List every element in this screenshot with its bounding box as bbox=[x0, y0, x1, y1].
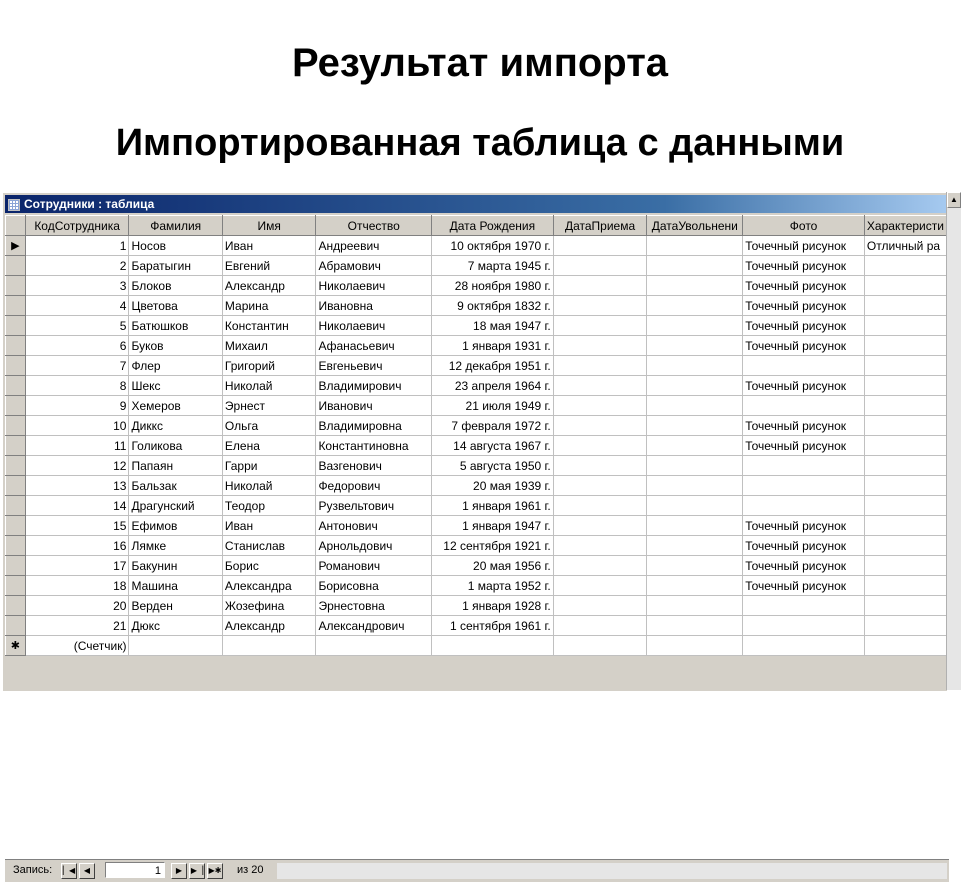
row-selector[interactable] bbox=[6, 256, 26, 276]
table-cell[interactable] bbox=[431, 636, 553, 656]
table-cell[interactable] bbox=[864, 556, 946, 576]
table-cell[interactable]: Верден bbox=[129, 596, 222, 616]
table-cell[interactable]: Николай bbox=[222, 376, 316, 396]
table-row[interactable] bbox=[6, 356, 947, 376]
table-cell[interactable] bbox=[553, 356, 647, 376]
table-cell[interactable]: Александра bbox=[222, 576, 316, 596]
record-navigator bbox=[5, 859, 949, 882]
table-cell[interactable]: Николай bbox=[222, 476, 316, 496]
table-cell[interactable] bbox=[864, 596, 946, 616]
table-cell[interactable]: 5 августа 1950 г. bbox=[431, 456, 553, 476]
table-cell[interactable]: Ольга bbox=[222, 416, 316, 436]
record-label: Запись: bbox=[13, 864, 53, 876]
table-cell[interactable] bbox=[553, 516, 647, 536]
table-cell[interactable]: Гарри bbox=[222, 456, 316, 476]
table-cell[interactable]: Точечный рисунок bbox=[743, 236, 865, 256]
row-selector[interactable] bbox=[6, 516, 26, 536]
table-cell[interactable] bbox=[647, 316, 743, 336]
table-cell[interactable] bbox=[864, 376, 946, 396]
table-cell[interactable]: Иван bbox=[222, 516, 316, 536]
table-cell[interactable]: Драгунский bbox=[129, 496, 222, 516]
table-cell[interactable]: Точечный рисунок bbox=[743, 436, 865, 456]
table-cell[interactable]: Афанасьевич bbox=[316, 336, 432, 356]
row-selector[interactable] bbox=[6, 436, 26, 456]
table-cell[interactable]: Антонович bbox=[316, 516, 432, 536]
row-selector[interactable] bbox=[6, 496, 26, 516]
table-cell[interactable] bbox=[864, 436, 946, 456]
table-row[interactable] bbox=[6, 256, 947, 276]
table-cell[interactable] bbox=[553, 636, 647, 656]
table-row[interactable] bbox=[6, 396, 947, 416]
table-cell[interactable] bbox=[553, 596, 647, 616]
table-cell[interactable]: 12 сентября 1921 г. bbox=[431, 536, 553, 556]
table-cell[interactable]: 11 bbox=[25, 436, 129, 456]
table-cell[interactable] bbox=[864, 256, 946, 276]
table-cell[interactable] bbox=[647, 476, 743, 496]
table-cell[interactable]: 10 bbox=[25, 416, 129, 436]
table-cell[interactable] bbox=[864, 576, 946, 596]
table-cell[interactable]: Николаевич bbox=[316, 276, 432, 296]
table-cell[interactable]: 15 bbox=[25, 516, 129, 536]
table-cell[interactable]: Жозефина bbox=[222, 596, 316, 616]
horizontal-scrollbar[interactable] bbox=[277, 863, 947, 879]
table-cell[interactable]: 16 bbox=[25, 536, 129, 556]
row-selector[interactable] bbox=[6, 276, 26, 296]
table-cell[interactable] bbox=[647, 576, 743, 596]
column-header[interactable]: Фамилия bbox=[129, 216, 222, 236]
table-cell[interactable]: Носов bbox=[129, 236, 222, 256]
table-cell[interactable]: Владимировна bbox=[316, 416, 432, 436]
table-cell[interactable]: Буков bbox=[129, 336, 222, 356]
table-cell[interactable]: Хемеров bbox=[129, 396, 222, 416]
table-cell[interactable]: 20 мая 1956 г. bbox=[431, 556, 553, 576]
table-row[interactable] bbox=[6, 556, 947, 576]
table-cell[interactable]: 8 bbox=[25, 376, 129, 396]
table-cell[interactable] bbox=[647, 396, 743, 416]
table-cell[interactable] bbox=[647, 636, 743, 656]
last-record-icon[interactable]: ▶▕ bbox=[189, 863, 205, 879]
table-cell[interactable] bbox=[864, 316, 946, 336]
table-cell[interactable]: 1 января 1947 г. bbox=[431, 516, 553, 536]
table-cell[interactable]: Точечный рисунок bbox=[743, 296, 865, 316]
table-cell[interactable]: Марина bbox=[222, 296, 316, 316]
table-cell[interactable]: 7 февраля 1972 г. bbox=[431, 416, 553, 436]
table-cell[interactable] bbox=[864, 296, 946, 316]
table-cell[interactable] bbox=[647, 256, 743, 276]
table-cell[interactable]: (Счетчик) bbox=[25, 636, 129, 656]
table-cell[interactable] bbox=[553, 416, 647, 436]
table-cell[interactable]: 7 bbox=[25, 356, 129, 376]
table-row[interactable] bbox=[6, 536, 947, 556]
table-cell[interactable] bbox=[553, 436, 647, 456]
slide-subtitle: Импортированная таблица с данными bbox=[115, 122, 845, 164]
table-cell[interactable] bbox=[743, 356, 865, 376]
table-cell[interactable]: Иван bbox=[222, 236, 316, 256]
new-record-icon[interactable]: ▶✱ bbox=[207, 863, 223, 879]
table-cell[interactable] bbox=[864, 536, 946, 556]
table-cell[interactable]: 21 bbox=[25, 616, 129, 636]
table-cell[interactable] bbox=[647, 416, 743, 436]
table-cell[interactable] bbox=[129, 636, 222, 656]
table-cell[interactable] bbox=[864, 636, 946, 656]
table-cell[interactable] bbox=[864, 356, 946, 376]
table-cell[interactable]: 13 bbox=[25, 476, 129, 496]
table-cell[interactable]: Бакунин bbox=[129, 556, 222, 576]
table-row[interactable] bbox=[6, 236, 947, 256]
table-cell[interactable] bbox=[647, 336, 743, 356]
table-row[interactable] bbox=[6, 456, 947, 476]
datasheet-window bbox=[2, 192, 947, 877]
table-cell[interactable]: Точечный рисунок bbox=[743, 576, 865, 596]
table-row[interactable] bbox=[6, 436, 947, 456]
column-header[interactable]: Отчество bbox=[316, 216, 432, 236]
row-selector[interactable] bbox=[6, 616, 26, 636]
table-cell[interactable] bbox=[864, 396, 946, 416]
table-cell[interactable]: 6 bbox=[25, 336, 129, 356]
table-cell[interactable]: 2 bbox=[25, 256, 129, 276]
table-row[interactable] bbox=[6, 336, 947, 356]
record-count: из 20 bbox=[237, 864, 264, 876]
table-cell[interactable]: Точечный рисунок bbox=[743, 516, 865, 536]
first-record-icon[interactable]: ▏◀ bbox=[61, 863, 77, 879]
row-selector[interactable] bbox=[6, 356, 26, 376]
table-cell[interactable] bbox=[553, 376, 647, 396]
table-cell[interactable] bbox=[864, 336, 946, 356]
table-cell[interactable]: 21 июля 1949 г. bbox=[431, 396, 553, 416]
scroll-up-icon[interactable]: ▲ bbox=[947, 192, 961, 208]
table-cell[interactable] bbox=[647, 596, 743, 616]
table-cell[interactable]: 1 января 1928 г. bbox=[431, 596, 553, 616]
prev-record-icon[interactable]: ◀ bbox=[79, 863, 95, 879]
table-row[interactable] bbox=[6, 276, 947, 296]
table-cell[interactable]: 9 bbox=[25, 396, 129, 416]
table-cell[interactable]: 18 bbox=[25, 576, 129, 596]
vertical-scrollbar[interactable] bbox=[946, 192, 961, 690]
row-selector[interactable] bbox=[6, 316, 26, 336]
column-header[interactable]: КодСотрудника bbox=[25, 216, 129, 236]
table-cell[interactable]: Точечный рисунок bbox=[743, 536, 865, 556]
table-cell[interactable]: Елена bbox=[222, 436, 316, 456]
next-record-icon[interactable]: ▶ bbox=[171, 863, 187, 879]
table-cell[interactable]: 10 октября 1970 г. bbox=[431, 236, 553, 256]
column-header[interactable]: Характеристи bbox=[864, 216, 946, 236]
table-cell[interactable]: Батюшков bbox=[129, 316, 222, 336]
table-row[interactable] bbox=[6, 596, 947, 616]
table-cell[interactable]: Эрнестовна bbox=[316, 596, 432, 616]
new-record-row[interactable] bbox=[6, 636, 947, 656]
table-cell[interactable]: 1 марта 1952 г. bbox=[431, 576, 553, 596]
table-cell[interactable]: Отличный ра bbox=[864, 236, 946, 256]
table-cell[interactable]: Борисовна bbox=[316, 576, 432, 596]
table-cell[interactable]: Константиновна bbox=[316, 436, 432, 456]
table-cell[interactable]: Баратыгин bbox=[129, 256, 222, 276]
row-selector[interactable]: ▶ bbox=[6, 236, 26, 256]
table-cell[interactable]: Ефимов bbox=[129, 516, 222, 536]
table-cell[interactable]: Папаян bbox=[129, 456, 222, 476]
table-cell[interactable]: Николаевич bbox=[316, 316, 432, 336]
table-cell[interactable]: Вазгенович bbox=[316, 456, 432, 476]
table-cell[interactable]: Точечный рисунок bbox=[743, 256, 865, 276]
table-cell[interactable] bbox=[647, 436, 743, 456]
table-cell[interactable] bbox=[864, 496, 946, 516]
table-cell[interactable] bbox=[553, 616, 647, 636]
table-cell[interactable] bbox=[553, 456, 647, 476]
table-cell[interactable]: Александрович bbox=[316, 616, 432, 636]
table-cell[interactable]: Константин bbox=[222, 316, 316, 336]
table-cell[interactable]: Точечный рисунок bbox=[743, 376, 865, 396]
window-titlebar[interactable] bbox=[5, 195, 947, 213]
table-cell[interactable]: 14 bbox=[25, 496, 129, 516]
table-cell[interactable]: Цветова bbox=[129, 296, 222, 316]
column-header[interactable]: ДатаПриема bbox=[553, 216, 647, 236]
table-cell[interactable]: Точечный рисунок bbox=[743, 316, 865, 336]
table-cell[interactable]: 4 bbox=[25, 296, 129, 316]
table-cell[interactable]: Точечный рисунок bbox=[743, 276, 865, 296]
table-cell[interactable]: Александр bbox=[222, 616, 316, 636]
table-cell[interactable] bbox=[647, 356, 743, 376]
table-cell[interactable] bbox=[864, 476, 946, 496]
table-cell[interactable]: Шекс bbox=[129, 376, 222, 396]
table-cell[interactable] bbox=[647, 276, 743, 296]
table-cell[interactable]: 20 bbox=[25, 596, 129, 616]
table-cell[interactable]: Евгеньевич bbox=[316, 356, 432, 376]
row-selector[interactable] bbox=[6, 296, 26, 316]
table-cell[interactable]: 12 декабря 1951 г. bbox=[431, 356, 553, 376]
table-cell[interactable]: Федорович bbox=[316, 476, 432, 496]
table-cell[interactable] bbox=[647, 616, 743, 636]
table-icon bbox=[8, 199, 20, 211]
table-cell[interactable] bbox=[743, 396, 865, 416]
table-cell[interactable] bbox=[553, 336, 647, 356]
table-cell[interactable]: Машина bbox=[129, 576, 222, 596]
table-cell[interactable]: Лямке bbox=[129, 536, 222, 556]
row-selector[interactable] bbox=[6, 376, 26, 396]
row-selector[interactable] bbox=[6, 596, 26, 616]
row-selector[interactable] bbox=[6, 476, 26, 496]
table-cell[interactable] bbox=[553, 316, 647, 336]
table-cell[interactable] bbox=[553, 296, 647, 316]
table-cell[interactable] bbox=[553, 256, 647, 276]
table-cell[interactable] bbox=[647, 376, 743, 396]
current-record-input[interactable]: 1 bbox=[105, 862, 165, 878]
column-header[interactable]: Дата Рождения bbox=[431, 216, 553, 236]
table-cell[interactable]: Григорий bbox=[222, 356, 316, 376]
table-cell[interactable] bbox=[743, 496, 865, 516]
table-cell[interactable] bbox=[743, 476, 865, 496]
table-cell[interactable]: Эрнест bbox=[222, 396, 316, 416]
table-cell[interactable]: Ивановна bbox=[316, 296, 432, 316]
table-cell[interactable] bbox=[864, 616, 946, 636]
table-cell[interactable]: 9 октября 1832 г. bbox=[431, 296, 553, 316]
table-cell[interactable]: Точечный рисунок bbox=[743, 416, 865, 436]
table-cell[interactable]: 18 мая 1947 г. bbox=[431, 316, 553, 336]
table-cell[interactable] bbox=[222, 636, 316, 656]
table-cell[interactable]: 12 bbox=[25, 456, 129, 476]
table-cell[interactable]: 17 bbox=[25, 556, 129, 576]
table-cell[interactable] bbox=[647, 516, 743, 536]
table-row[interactable] bbox=[6, 496, 947, 516]
slide-title: Результат импорта bbox=[291, 41, 669, 85]
table-cell[interactable]: Теодор bbox=[222, 496, 316, 516]
table-row[interactable] bbox=[6, 316, 947, 336]
row-selector[interactable] bbox=[6, 556, 26, 576]
table-cell[interactable]: 14 августа 1967 г. bbox=[431, 436, 553, 456]
row-selector[interactable] bbox=[6, 336, 26, 356]
column-header[interactable]: ДатаУвольнени bbox=[647, 216, 743, 236]
table-cell[interactable] bbox=[864, 516, 946, 536]
table-cell[interactable]: Голикова bbox=[129, 436, 222, 456]
table-row[interactable] bbox=[6, 576, 947, 596]
table-cell[interactable]: Точечный рисунок bbox=[743, 556, 865, 576]
table-cell[interactable]: 3 bbox=[25, 276, 129, 296]
table-cell[interactable]: 20 мая 1939 г. bbox=[431, 476, 553, 496]
table-cell[interactable]: Бальзак bbox=[129, 476, 222, 496]
column-header[interactable]: Имя bbox=[222, 216, 316, 236]
row-selector[interactable] bbox=[6, 416, 26, 436]
table-cell[interactable]: 1 bbox=[25, 236, 129, 256]
table-cell[interactable]: Абрамович bbox=[316, 256, 432, 276]
table-cell[interactable]: Александр bbox=[222, 276, 316, 296]
table-cell[interactable] bbox=[743, 456, 865, 476]
table-cell[interactable] bbox=[553, 536, 647, 556]
table-cell[interactable]: 1 января 1961 г. bbox=[431, 496, 553, 516]
row-selector[interactable] bbox=[6, 456, 26, 476]
table-cell[interactable]: Арнольдович bbox=[316, 536, 432, 556]
row-selector[interactable] bbox=[6, 536, 26, 556]
table-cell[interactable] bbox=[553, 496, 647, 516]
table-row[interactable] bbox=[6, 416, 947, 436]
row-selector[interactable] bbox=[6, 396, 26, 416]
table-cell[interactable]: 1 января 1931 г. bbox=[431, 336, 553, 356]
row-selector[interactable] bbox=[6, 576, 26, 596]
table-cell[interactable]: 28 ноября 1980 г. bbox=[431, 276, 553, 296]
table-cell[interactable] bbox=[553, 576, 647, 596]
table-cell[interactable]: Диккс bbox=[129, 416, 222, 436]
table-cell[interactable]: 7 марта 1945 г. bbox=[431, 256, 553, 276]
window-title: Сотрудники : таблица bbox=[24, 197, 155, 211]
table-cell[interactable]: Рузвельтович bbox=[316, 496, 432, 516]
table-cell[interactable] bbox=[647, 236, 743, 256]
table-cell[interactable] bbox=[553, 476, 647, 496]
column-header[interactable]: Фото bbox=[743, 216, 865, 236]
table-cell[interactable] bbox=[647, 536, 743, 556]
new-row-marker[interactable]: ✱ bbox=[6, 636, 26, 656]
table-row[interactable] bbox=[6, 516, 947, 536]
datasheet-table bbox=[5, 215, 947, 656]
table-cell[interactable]: 5 bbox=[25, 316, 129, 336]
table-cell[interactable] bbox=[553, 276, 647, 296]
table-cell[interactable] bbox=[743, 596, 865, 616]
table-cell[interactable] bbox=[864, 416, 946, 436]
table-cell[interactable] bbox=[553, 236, 647, 256]
table-cell[interactable] bbox=[316, 636, 432, 656]
table-cell[interactable] bbox=[864, 456, 946, 476]
table-cell[interactable]: Михаил bbox=[222, 336, 316, 356]
table-cell[interactable]: Блоков bbox=[129, 276, 222, 296]
table-cell[interactable]: Дюкс bbox=[129, 616, 222, 636]
table-cell[interactable] bbox=[743, 616, 865, 636]
table-cell[interactable]: Флер bbox=[129, 356, 222, 376]
table-cell[interactable]: Точечный рисунок bbox=[743, 336, 865, 356]
table-cell[interactable]: Владимирович bbox=[316, 376, 432, 396]
table-cell[interactable]: 1 сентября 1961 г. bbox=[431, 616, 553, 636]
table-row[interactable] bbox=[6, 376, 947, 396]
table-cell[interactable]: Андреевич bbox=[316, 236, 432, 256]
table-row[interactable] bbox=[6, 476, 947, 496]
table-cell[interactable] bbox=[743, 636, 865, 656]
table-cell[interactable]: Станислав bbox=[222, 536, 316, 556]
table-cell[interactable]: Евгений bbox=[222, 256, 316, 276]
table-cell[interactable] bbox=[647, 556, 743, 576]
table-cell[interactable]: Романович bbox=[316, 556, 432, 576]
table-cell[interactable]: 23 апреля 1964 г. bbox=[431, 376, 553, 396]
table-cell[interactable]: Борис bbox=[222, 556, 316, 576]
table-row[interactable] bbox=[6, 616, 947, 636]
table-cell[interactable]: Иванович bbox=[316, 396, 432, 416]
select-all-corner[interactable] bbox=[6, 216, 26, 236]
table-cell[interactable] bbox=[647, 496, 743, 516]
table-cell[interactable] bbox=[647, 456, 743, 476]
table-cell[interactable] bbox=[864, 276, 946, 296]
table-row[interactable] bbox=[6, 296, 947, 316]
table-cell[interactable] bbox=[647, 296, 743, 316]
table-cell[interactable] bbox=[553, 396, 647, 416]
table-cell[interactable] bbox=[553, 556, 647, 576]
